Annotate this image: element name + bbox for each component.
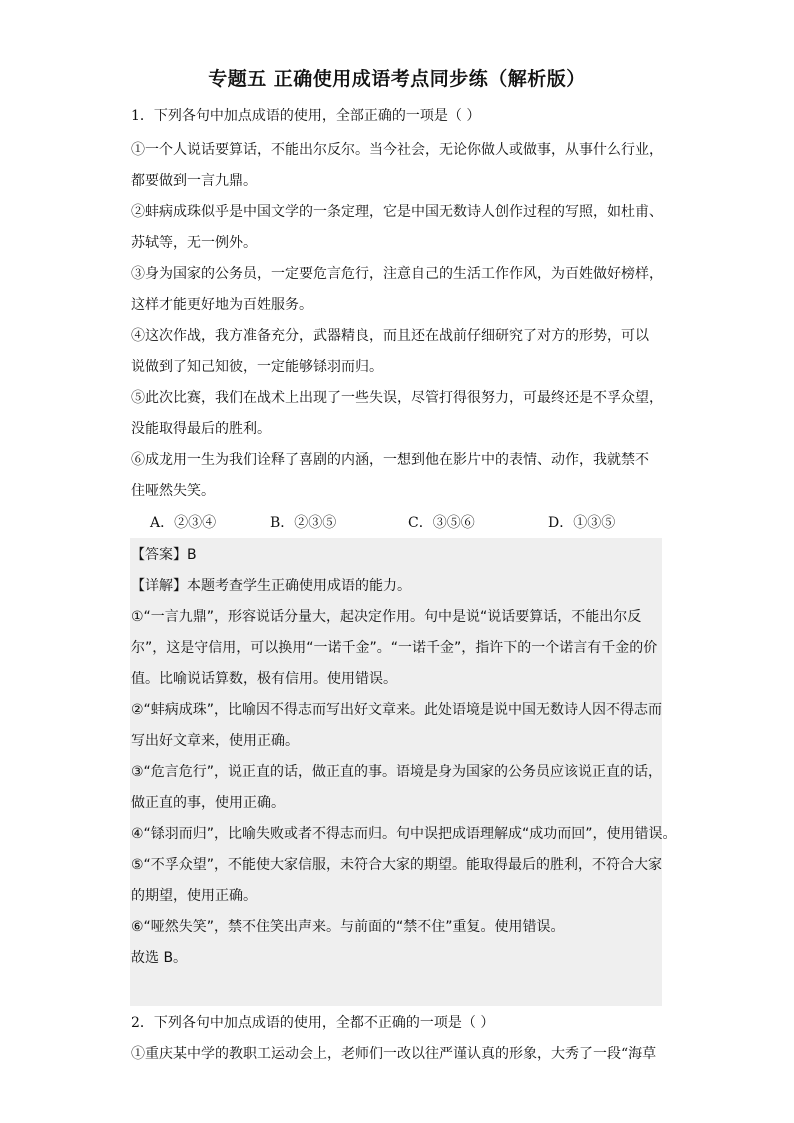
q1-sentence-4-line-1: ④这次作战，我方准备充分，武器精良，而且还在战前仔细研究了对方的形势，可以: [131, 328, 649, 344]
q1-sentence-1-line-1: ①一个人说话要算话，不能出尔反尔。当今社会，无论你做人或做事，从事什么行业，: [131, 142, 663, 158]
detail-line-4: 值。比喻说话算数，极有信用。使用错误。: [131, 671, 397, 687]
detail-line-5: ②“蚌病成珠”，比喻因不得志而写出好文章来。此处语境是说中国无数诗人因不得志而: [131, 702, 663, 718]
q1-sentence-6-line-2: 住哑然失笑。: [131, 483, 215, 499]
detail-line-6: 写出好文章来，使用正确。: [131, 733, 299, 749]
q1-sentence-6-line-1: ⑥成龙用一生为我们诠释了喜剧的内涵，一想到他在影片中的表情、动作，我就禁不: [131, 452, 649, 468]
detail-line-7: ③“危言危行”，说正直的话，做正直的事。语境是身为国家的公务员应该说正直的话，: [131, 764, 663, 780]
q1-sentence-3-line-1: ③身为国家的公务员，一定要危言危行，注意自己的生活工作作风，为百姓做好榜样，: [131, 266, 663, 282]
q1-option-d: D．①③⑤: [548, 515, 616, 531]
q1-sentence-2-line-2: 苏轼等，无一例外。: [131, 235, 257, 251]
question-1-stem: 1．下列各句中加点成语的使用，全部正确的一项是（ ）: [131, 108, 481, 124]
q1-option-c: C．③⑤⑥: [408, 515, 475, 531]
document-title: 专题五 正确使用成语考点同步练（解析版）: [208, 68, 586, 90]
question-2-stem: 2．下列各句中加点成语的使用，全都不正确的一项是（ ）: [131, 1015, 495, 1031]
q1-option-a: A．②③④: [150, 515, 217, 531]
detail-line-3: 尔”，这是守信用，可以换用“一诺千金”。“一诺千金”，指许下的一个诺言有千金的价: [131, 640, 658, 656]
q1-sentence-4-line-2: 说做到了知己知彼，一定能够铩羽而归。: [131, 359, 383, 375]
q1-sentence-5-line-1: ⑤此次比赛，我们在战术上出现了一些失误，尽管打得很努力，可最终还是不孚众望，: [131, 390, 663, 406]
answer-line: 【答案】B: [131, 547, 197, 563]
q1-sentence-2-line-1: ②蚌病成珠似乎是中国文学的一条定理，它是中国无数诗人创作过程的写照，如杜甫、: [131, 204, 663, 220]
detail-line-11: 的期望，使用正确。: [131, 888, 257, 904]
detail-line-12: ⑥“哑然失笑”，禁不住笑出声来。与前面的“禁不住”重复。使用错误。: [131, 919, 565, 935]
detail-line-2: ①“一言九鼎”，形容说话分量大，起决定作用。句中是说“说话要算话，不能出尔反: [131, 609, 642, 625]
q1-option-b: B．②③⑤: [270, 515, 337, 531]
q1-sentence-5-line-2: 没能取得最后的胜利。: [131, 421, 271, 437]
q1-sentence-1-line-2: 都要做到一言九鼎。: [131, 173, 257, 189]
detail-line-10: ⑤“不孚众望”，不能使大家信服，未符合大家的期望。能取得最后的胜利，不符合大家: [131, 857, 663, 873]
q1-sentence-3-line-2: 这样才能更好地为百姓服务。: [131, 297, 313, 313]
detail-line-8: 做正直的事，使用正确。: [131, 795, 285, 811]
detail-line-9: ④“铩羽而归”，比喻失败或者不得志而归。句中误把成语理解成“成功而回”，使用错误。: [131, 826, 677, 842]
detail-line-13: 故选 B。: [131, 950, 188, 966]
q2-sentence-1-line-1: ①重庆某中学的教职工运动会上，老师们一改以往严谨认真的形象，大秀了一段“海草: [131, 1046, 657, 1062]
detail-line-1: 【详解】本题考查学生正确使用成语的能力。: [131, 578, 411, 594]
